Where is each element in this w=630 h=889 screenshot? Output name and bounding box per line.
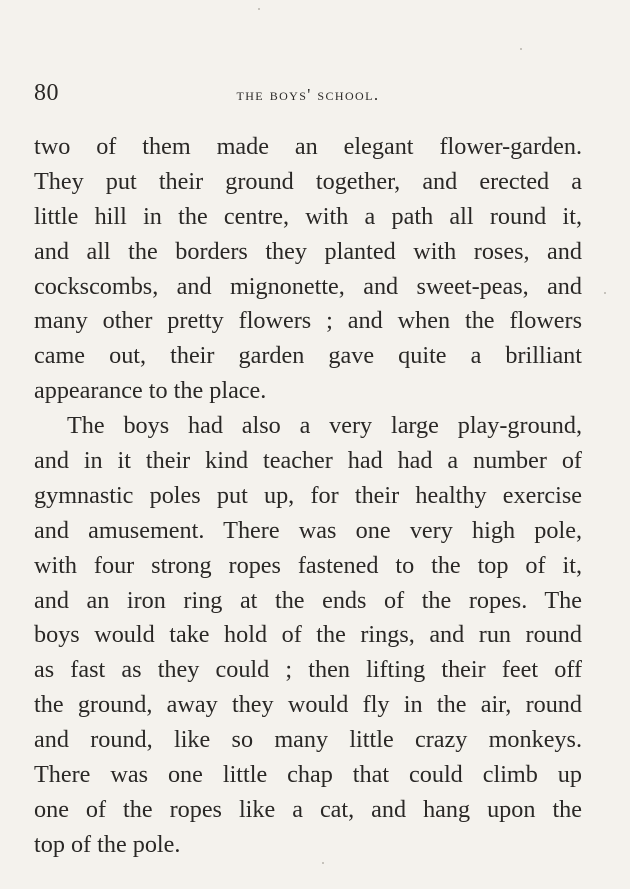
text-line: The boys had also a very large play-ground, xyxy=(67,412,582,440)
text-line: cockscombs, and mignonette, and sweet-peas, and xyxy=(34,272,582,300)
text-line: boys would take hold of the rings, and run round xyxy=(34,621,582,649)
text-line: and amusement. There was one very high pole, xyxy=(34,516,582,544)
paragraph xyxy=(34,130,582,409)
text-line: top of the pole. xyxy=(34,830,181,858)
text-line: as fast as they could ; then lifting their feet off xyxy=(34,656,582,684)
text-line: with four strong ropes fastened to the top of it, xyxy=(34,551,582,579)
text-line: two of them made an elegant flower-garden. xyxy=(34,133,582,160)
text-line: little hill in the centre, with a path all round it, xyxy=(34,202,582,230)
text-line: gymnastic poles put up, for their healthy exercise xyxy=(34,481,582,509)
paper-speck xyxy=(520,48,522,50)
paper-speck xyxy=(258,8,260,10)
body-text xyxy=(34,130,582,863)
page-header xyxy=(34,80,582,110)
text-line: and in it their kind teacher had had a number of xyxy=(34,447,582,475)
page-number: 80 xyxy=(34,80,59,106)
text-line: the ground, away they would fly in the air, round xyxy=(34,691,582,719)
text-line: one of the ropes like a cat, and hang upon the xyxy=(34,795,582,823)
text-line: came out, their garden gave quite a brilliant xyxy=(34,342,582,370)
text-line: They put their ground together, and erected a xyxy=(34,167,582,195)
paragraph xyxy=(34,409,582,863)
text-line: many other pretty flowers ; and when the flowers xyxy=(34,307,582,335)
text-line: and all the borders they planted with roses, and xyxy=(34,237,582,265)
text-line: There was one little chap that could climb up xyxy=(34,761,582,789)
text-line: appearance to the place. xyxy=(34,377,267,405)
text-line: and an iron ring at the ends of the ropes. The xyxy=(34,586,582,614)
paper-speck xyxy=(322,862,324,864)
running-head: the boys' school. xyxy=(236,85,380,104)
paper-speck xyxy=(604,292,606,294)
text-line: and round, like so many little crazy monkeys. xyxy=(34,726,582,754)
